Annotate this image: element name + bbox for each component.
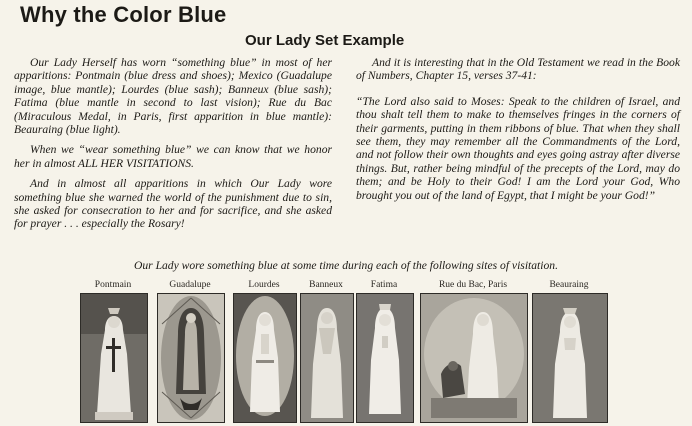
pontmain-photo (80, 293, 148, 423)
photo-label: Banneux (309, 280, 343, 290)
statue-photo-icon (357, 294, 413, 422)
photo-label: Pontmain (94, 280, 132, 290)
rue-du-bac-photo (420, 293, 528, 423)
paragraph: Our Lady Herself has worn “something blue” in most of her apparitions: Pontmain (blue dress and shoes); Mexico (Guadalupe image, blue mantle); Lourdes (blue sash); Banneux (blue sash); Fatima (blue mantle in second to last vision); Rue du Bac (Miraculous Medal, in Paris, first apparition in blue mantle): Beauraing (blue light). (14, 56, 332, 137)
paragraph: And it is interesting that in the Old Testament we read in the Book of Numbers, Chapter 15, verses 37-41: (356, 56, 680, 83)
page-title: Why the Color Blue (20, 2, 227, 27)
statue-photo-icon (301, 294, 353, 422)
right-column (356, 56, 680, 209)
photo-label: Guadalupe (169, 280, 211, 290)
statue-photo-icon (234, 294, 296, 422)
guadalupe-photo (157, 293, 225, 423)
photo-label: Beauraing (549, 280, 589, 290)
apparition-scene-icon (421, 294, 527, 422)
scripture-quote: “The Lord also said to Moses: Speak to the children of Israel, and thou shalt tell them to make to themselves fringes in the corners of their garments, putting in them ribbons of blue. That when they shall see them, they may remember all the Commandments of the Lord, and not follow their own thoughts and eyes going astray after diverse things. But, rather being mindful of the precepts of the Lord, may do them; and be Holy to their God! I am the Lord your God, Who brought you out of the land of Egypt, that I might be your God!” (356, 94, 680, 202)
paragraph: When we “wear something blue” we can know that we honor her in almost ALL HER VISITATIONS. (14, 143, 332, 170)
left-column (14, 56, 332, 238)
photo-label: Fatima (370, 280, 398, 290)
statue-photo-icon (533, 294, 607, 422)
banneux-photo (300, 293, 354, 423)
section-subtitle: Our Lady Set Example (245, 32, 405, 49)
photo-label: Lourdes (248, 280, 280, 290)
photo-label: Rue du Bac, Paris (438, 280, 508, 290)
fatima-photo (356, 293, 414, 423)
beauraing-photo (532, 293, 608, 423)
paragraph: And in almost all apparitions in which Our Lady wore something blue she warned the world of the punishment due to sin, she asked for consecration to her and for sacrifice, and she asked for prayer . . . especially the Rosary! (14, 177, 332, 231)
lourdes-photo (233, 293, 297, 423)
statue-photo-icon (81, 294, 147, 422)
guadalupe-image-icon (158, 294, 224, 422)
photo-caption: Our Lady wore something blue at some time during each of the following sites of visitation. (133, 259, 558, 272)
